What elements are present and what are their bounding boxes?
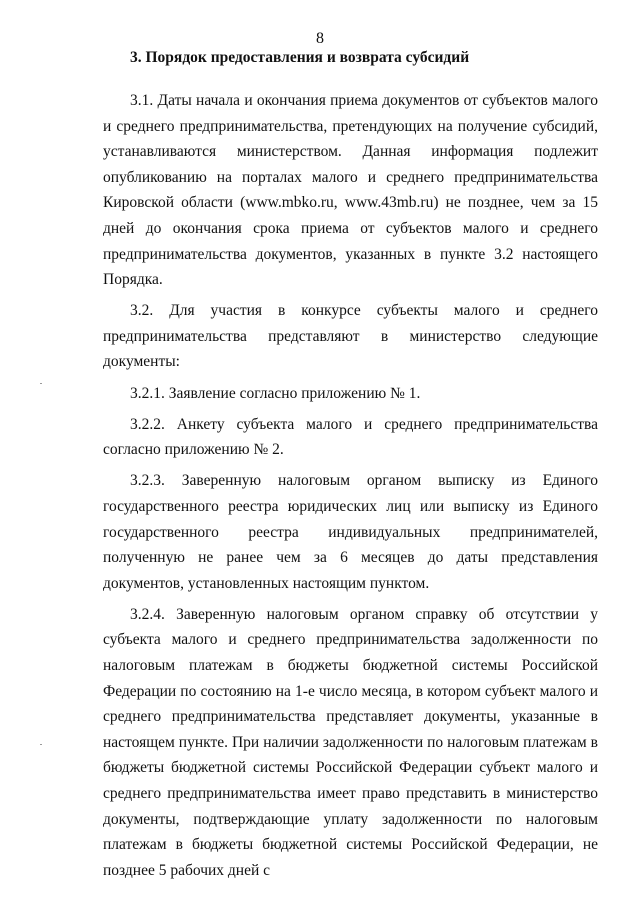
- scan-artifact: [40, 383, 42, 384]
- document-body: [103, 88, 598, 889]
- paragraph-3-2-3: 3.2.3. Заверенную налоговым органом выписку из Единого государственного реестра юридических лиц или выписку из Единого государственного реестра индивидуальных предпринимателей, полученную не ранее чем за 6 месяцев до даты представления документов, установленных настоящим пунктом.: [103, 472, 598, 592]
- paragraph-3-2-2: 3.2.2. Анкету субъекта малого и среднего предпринимательства согласно приложению № 2.: [103, 415, 598, 459]
- paragraph-3-2-1: 3.2.1. Заявление согласно приложению № 1.: [130, 384, 421, 402]
- section-heading: 3. Порядок предоставления и возврата субсидий: [130, 49, 470, 66]
- page-number: 8: [316, 30, 324, 47]
- paragraph-3-2: 3.2. Для участия в конкурсе субъекты малого и среднего предпринимательства представляют в министерство следующие документы:: [103, 302, 598, 371]
- scan-artifact: [40, 744, 42, 745]
- paragraph-3-2-4: 3.2.4. Заверенную налоговым органом справку об отсутствии у субъекта малого и среднего предпринимательства задолженности по налоговым платежам в бюджеты бюджетной системы Российской Федерации по состоянию на 1-е число месяца, в котором субъект малого и среднего предпринимательства представляет документы, указанные в настоящем пункте. При наличии задолженности по налоговым платежам в бюджеты бюджетной системы Российской Федерации субъект малого и среднего предпринимательства имеет право представить в министерство документы, подтверждающие уплату задолженности по налоговым платежам в бюджеты бюджетной системы Российской Федерации, не позднее 5 рабочих дней с: [103, 605, 598, 879]
- paragraph-3-1: 3.1. Даты начала и окончания приема документов от субъектов малого и среднего предпринимательства, претендующих на получение субсидий, устанавливаются министерством. Данная информация подлежит опубликованию на порталах малого и среднего предпринимательства Кировской области (www.mbko.ru, www.43mb.ru) не позднее, чем за 15 дней до окончания срока приема от субъектов малого и среднего предпринимательства документов, указанных в пункте 3.2 настоящего Порядка.: [103, 92, 598, 289]
